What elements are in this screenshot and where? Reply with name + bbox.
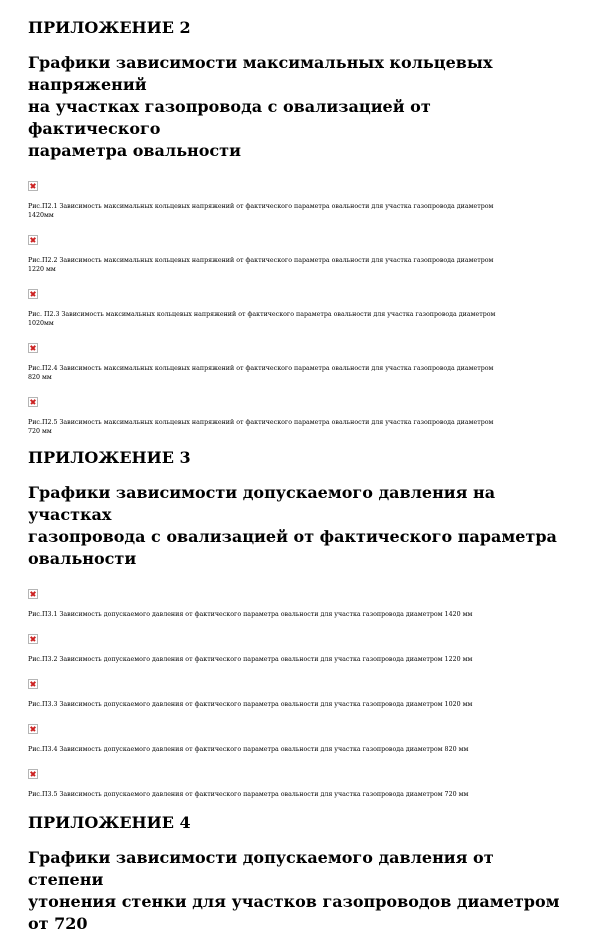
broken-image-icon (28, 235, 38, 245)
figure-p3-4 (28, 719, 567, 754)
figure-caption (28, 202, 567, 220)
title-line: газопровода с овализацией от фактического параметра (28, 527, 557, 546)
figure-caption (28, 790, 567, 799)
title-line: Графики зависимости максимальных кольцевых напряжений (28, 53, 493, 94)
figure-p3-5 (28, 764, 567, 799)
caption-line: 720 мм (28, 428, 52, 435)
caption-line: 1420мм (28, 212, 54, 219)
appendix-4-heading: ПРИЛОЖЕНИЕ 4 (28, 813, 191, 832)
figure-caption (28, 256, 567, 274)
broken-image-icon (28, 679, 38, 689)
broken-image-icon (28, 724, 38, 734)
broken-image-icon (28, 181, 38, 191)
figure-caption (28, 700, 567, 709)
title-line: Графики зависимости допускаемого давления на участках (28, 483, 496, 524)
broken-image-icon (28, 769, 38, 779)
broken-image-icon (28, 343, 38, 353)
caption-line: 1220 мм (28, 266, 56, 273)
figure-caption (28, 364, 567, 382)
figure-p3-3 (28, 674, 567, 709)
broken-image-icon (28, 589, 38, 599)
title-line: утонения стенки для участков газопроводов диаметром от 720 (28, 892, 560, 933)
caption-line: Рис.П3.1 Зависимость допускаемого давления от фактического параметра овальности для участка газопровода диаметром 1420 мм (28, 611, 473, 618)
appendix-2-heading: ПРИЛОЖЕНИЕ 2 (28, 18, 191, 37)
figure-caption (28, 418, 567, 436)
broken-image-icon (28, 289, 38, 299)
title-line: на участках газопровода с овализацией от фактического (28, 97, 431, 138)
caption-line: 820 мм (28, 374, 52, 381)
title-line: Графики зависимости допускаемого давления от степени (28, 848, 494, 889)
figure-p2-2 (28, 230, 567, 274)
figure-p2-1 (28, 176, 567, 220)
figure-caption (28, 310, 567, 328)
caption-line: Рис.П3.3 Зависимость допускаемого давления от фактического параметра овальности для участка газопровода диаметром 1020 мм (28, 701, 473, 708)
figure-p3-2 (28, 629, 567, 664)
figure-p2-5 (28, 392, 567, 436)
broken-image-icon (28, 634, 38, 644)
caption-line: 1020мм (28, 320, 54, 327)
caption-line: Рис.П2.4 Зависимость максимальных кольцевых напряжений от фактического параметра овальности для участка газопровода диаметром (28, 365, 494, 372)
caption-line: Рис.П2.5 Зависимость максимальных кольцевых напряжений от фактического параметра овальности для участка газопровода диаметром (28, 419, 494, 426)
title-line: параметра овальности (28, 141, 241, 160)
appendix-2-title (28, 52, 567, 162)
caption-line: Рис.П3.5 Зависимость допускаемого давления от фактического параметра овальности для участка газопровода диаметром 720 мм (28, 791, 469, 798)
figure-caption (28, 745, 567, 754)
figure-caption (28, 655, 567, 664)
caption-line: Рис.П2.2 Зависимость максимальных кольцевых напряжений от фактического параметра овальности для участка газопровода диаметром (28, 257, 494, 264)
title-line: овальности (28, 549, 137, 568)
appendix-4-title (28, 847, 567, 935)
figure-p2-4 (28, 338, 567, 382)
figure-caption (28, 610, 567, 619)
caption-line: Рис. П2.3 Зависимость максимальных кольцевых напряжений от фактического параметра овальности для участка газопровода диаметром (28, 311, 496, 318)
caption-line: Рис.П3.4 Зависимость допускаемого давления от фактического параметра овальности для участка газопровода диаметром 820 мм (28, 746, 469, 753)
broken-image-icon (28, 397, 38, 407)
figure-p2-3 (28, 284, 567, 328)
appendix-3-title (28, 482, 567, 570)
caption-line: Рис.П3.2 Зависимость допускаемого давления от фактического параметра овальности для участка газопровода диаметром 1220 мм (28, 656, 473, 663)
caption-line: Рис.П2.1 Зависимость максимальных кольцевых напряжений от фактического параметра овальности для участка газопровода диаметром (28, 203, 494, 210)
figure-p3-1 (28, 584, 567, 619)
appendix-3-heading: ПРИЛОЖЕНИЕ 3 (28, 448, 191, 467)
